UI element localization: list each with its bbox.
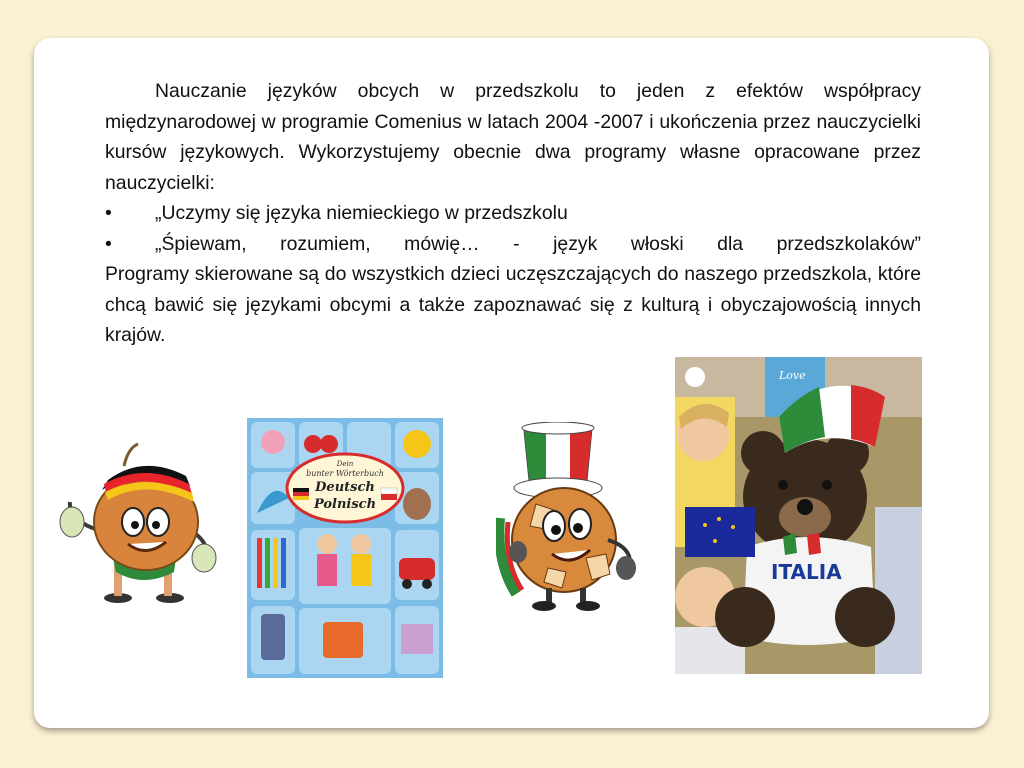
outro-paragraph: Programy skierowane są do wszystkich dzieci uczęszczających do naszego przedszkola, które chcą bawić się językami obcymi a także zapoznawać się z kulturą i obyczajowością innych krajów. — [105, 263, 921, 346]
bullet-item — [105, 198, 921, 229]
bullet-marker: • — [105, 202, 112, 224]
book-title-line3: Deutsch — [315, 480, 375, 495]
bullet-marker: • — [105, 232, 112, 255]
photo-shirt-text: ITALIA — [771, 560, 842, 584]
book-title-line1: Dein — [336, 460, 354, 468]
italian-mascot-image — [496, 422, 638, 614]
slide-text — [105, 76, 921, 351]
dictionary-book-image — [247, 418, 443, 678]
book-title-line4: Polnisch — [313, 497, 377, 512]
photo-sticker-text: Love — [779, 369, 806, 382]
children-bear-photo — [675, 357, 922, 674]
german-mascot-image — [58, 440, 218, 605]
bullet-text: „Uczymy się języka niemieckiego w przedszkolu — [155, 202, 568, 224]
bullet-item — [105, 229, 921, 260]
book-title-line2: bunter Wörterbuch — [306, 469, 384, 478]
bullet-text: „Śpiewam, rozumiem, mówię… - język włoski dla przedszkolaków” — [155, 232, 921, 255]
intro-paragraph: Nauczanie języków obcych w przedszkolu to jeden z efektów współpracy międzynarodowej w programie Comenius w latach 2004 -2007 i ukończenia przez nauczycielki kursów językowych. Wykorzystujemy obecnie dwa programy własne opracowane przez nauczycielki: — [105, 80, 921, 194]
